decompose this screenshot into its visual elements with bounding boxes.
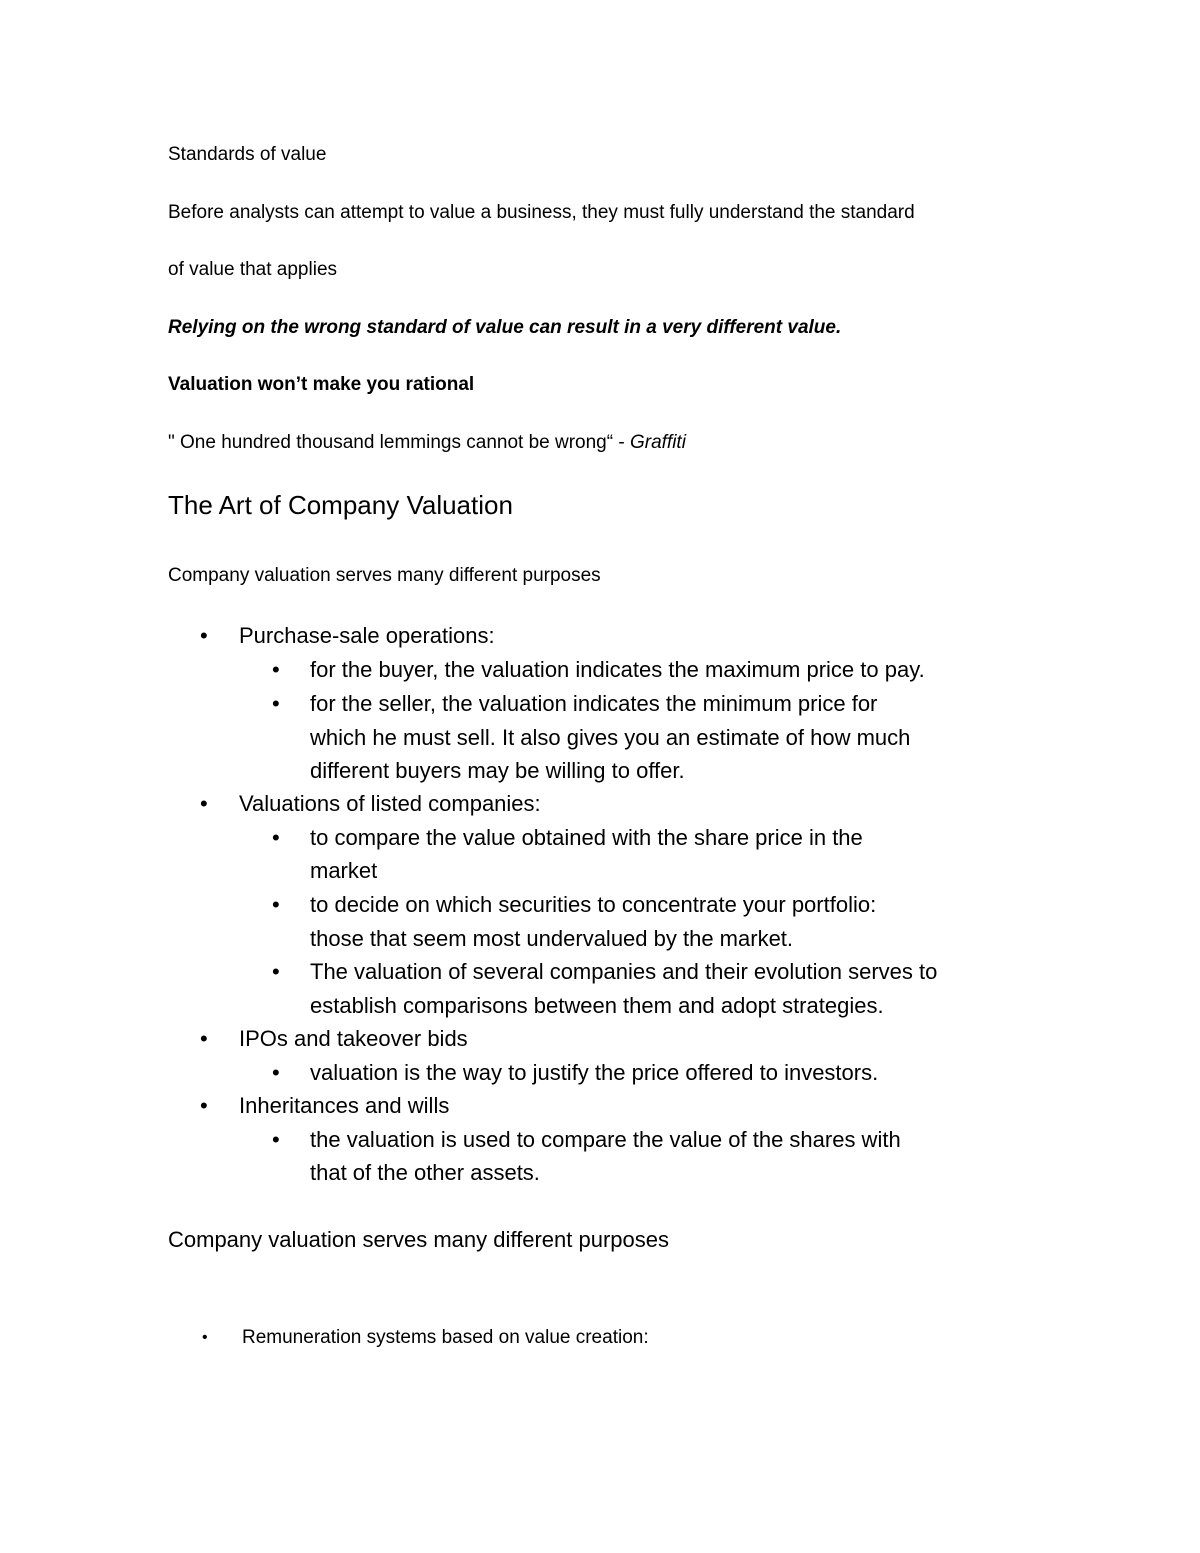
sub-list-item: to decide on which securities to concentrate your portfolio: — [310, 892, 877, 917]
list-item: Purchase-sale operations: — [239, 623, 495, 648]
bullet-icon: • — [200, 791, 208, 816]
sub-list-item-continued: those that seem most undervalued by the market. — [310, 926, 794, 951]
bullet-icon: • — [272, 691, 280, 716]
valuation-rational-heading: Valuation won’t make you rational — [168, 374, 475, 395]
heading-standards-of-value: Standards of value — [168, 144, 327, 165]
sub-list-item: for the buyer, the valuation indicates the maximum price to pay. — [310, 657, 925, 682]
sub-list-item: valuation is the way to justify the price offered to investors. — [310, 1060, 879, 1085]
quote-text: " One hundred thousand lemmings cannot be wrong“ - — [168, 432, 630, 453]
sub-list-item-continued: market — [310, 858, 378, 883]
sub-list-item-continued: different buyers may be willing to offer. — [310, 758, 685, 783]
sub-list-item-continued: which he must sell. It also gives you an estimate of how much — [310, 725, 911, 750]
list-item: IPOs and takeover bids — [239, 1026, 468, 1051]
sub-list-item-continued: establish comparisons between them and adopt strategies. — [310, 993, 884, 1018]
quote-author: Graffiti — [629, 432, 686, 453]
bullet-icon: • — [272, 1060, 280, 1085]
bullet-icon: • — [202, 1329, 208, 1346]
purposes-intro: Company valuation serves many different purposes — [168, 565, 601, 586]
paragraph-line-2: of value that applies — [168, 259, 338, 280]
bullet-icon: • — [200, 623, 208, 648]
bullet-icon: • — [272, 825, 280, 850]
bullet-icon: • — [272, 959, 280, 984]
relying-statement: Relying on the wrong standard of value can result in a very different value. — [168, 317, 842, 338]
sub-list-item-continued: that of the other assets. — [310, 1160, 540, 1185]
purposes-repeat-heading: Company valuation serves many different purposes — [168, 1227, 669, 1252]
sub-list-item: for the seller, the valuation indicates the minimum price for — [310, 691, 878, 716]
remuneration-item: Remuneration systems based on value creation: — [242, 1327, 649, 1348]
bullet-icon: • — [200, 1093, 208, 1118]
sub-list-item: the valuation is used to compare the value of the shares with — [310, 1127, 901, 1152]
bullet-icon: • — [200, 1026, 208, 1051]
paragraph-line-1: Before analysts can attempt to value a business, they must fully understand the standard — [168, 202, 915, 223]
bullet-icon: • — [272, 892, 280, 917]
bullet-icon: • — [272, 1127, 280, 1152]
list-item: Inheritances and wills — [239, 1093, 450, 1118]
list-item: Valuations of listed companies: — [239, 791, 541, 816]
quote-line — [168, 431, 686, 455]
sub-list-item: to compare the value obtained with the share price in the — [310, 825, 863, 850]
sub-list-item: The valuation of several companies and their evolution serves to — [310, 959, 938, 984]
section-title: The Art of Company Valuation — [168, 490, 513, 520]
bullet-icon: • — [272, 657, 280, 682]
